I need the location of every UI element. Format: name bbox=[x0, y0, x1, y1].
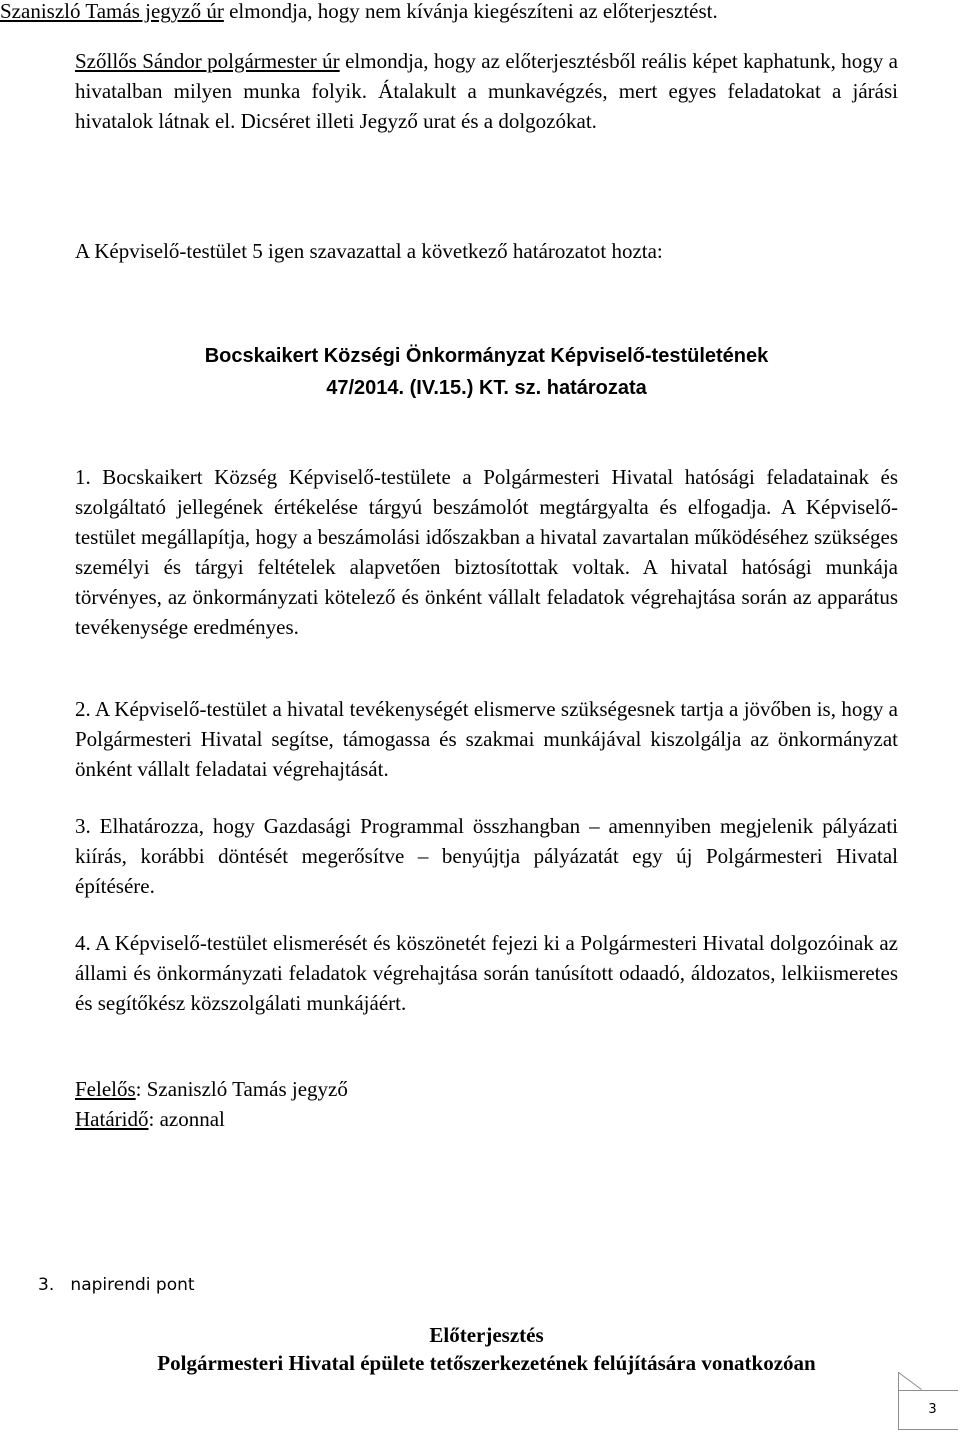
speaker-notary: Szaniszló Tamás jegyző úr bbox=[0, 0, 224, 23]
resolution-item: 2. A Képviselő-testület a hivatal tevékenységét elismerve szükségesnek tartja a jövőben is, hogy a Polgármesteri Hivatal segítse, támogassa és szakmai munkájával kiszolgálja az önkormányzat önként vállalt feladatai végrehajtását. bbox=[75, 697, 898, 781]
resolution-title bbox=[75, 340, 898, 404]
vote-statement: A Képviselő-testület 5 igen szavazattal a következő határozatot hozta: bbox=[75, 239, 663, 263]
resolution-title-line2: 47/2014. (IV.15.) KT. sz. határozata bbox=[326, 377, 647, 399]
deadline-value: : azonnal bbox=[148, 1107, 225, 1131]
speaker-mayor: Szőllős Sándor polgármester úr bbox=[75, 49, 340, 73]
paragraph-mayor-statement bbox=[75, 46, 898, 136]
resolution-item: 4. A Képviselő-testület elismerését és köszönetét fejezi ki a Polgármesteri Hivatal dolgozóinak az állami és önkormányzati feladatok végrehajtása során tanúsított odaadó, áldozatos, lelkiismeretes és segítőkész közszolgálati munkájáért. bbox=[75, 931, 898, 1015]
page-corner-icon bbox=[898, 1372, 922, 1390]
resolution-item: 3. Elhatározza, hogy Gazdasági Programmal összhangban – amennyiben megjelenik pályázati kiírás, korábbi döntését megerősítve – benyújtja pályázatát egy új Polgármesteri Hivatal építésére. bbox=[75, 814, 898, 898]
resolution-item: 1. Bocskaikert Község Képviselő-testülete a Polgármesteri Hivatal hatósági feladatainak és szolgáltató jellegének értékelése tárgyú beszámolót megtárgyalta és elfogadja. A Képviselő-testület megállapítja, hogy a beszámolási időszakban a hivatal zavartalan működéséhez szükséges személyi és tárgyi feltételek alapvetően biztosítottak voltak. A hivatal hatósági munkája törvényes, az önkormányzati kötelező és önként vállalt feladatok végrehajtása során az apparátus tevékenysége eredményes. bbox=[75, 465, 898, 639]
responsibility-block bbox=[75, 1074, 898, 1134]
responsible-label: Felelős bbox=[75, 1077, 136, 1101]
agenda-item-heading: 3. napirendi pont bbox=[38, 1275, 195, 1295]
page-number: 3 bbox=[898, 1390, 958, 1430]
proposal-subtitle: Polgármesteri Hivatal épülete tetőszerkezetének felújítására vonatkozóan bbox=[157, 1351, 816, 1375]
deadline-label: Határidő bbox=[75, 1107, 149, 1131]
paragraph-text: elmondja, hogy az előterjesztésből reális képet kaphatunk, hogy a hivatalban milyen munka folyik. Átalakult a munkavégzés, mert egyes feladatokat a járási hivatalok látnak el. Dicséret illeti Jegyző urat és a dolgozókat. bbox=[75, 49, 899, 133]
paragraph-text: elmondja, hogy nem kívánja kiegészíteni az előterjesztést. bbox=[223, 0, 718, 23]
paragraph-notary-statement bbox=[0, 0, 900, 26]
responsible-value: : Szaniszló Tamás jegyző bbox=[135, 1077, 348, 1101]
deadline-line bbox=[75, 1104, 898, 1134]
resolution-title-line1: Bocskaikert Községi Önkormányzat Képviselő-testületének bbox=[204, 345, 769, 367]
proposal-title: Előterjesztés bbox=[429, 1323, 544, 1347]
responsible-line bbox=[75, 1074, 898, 1104]
